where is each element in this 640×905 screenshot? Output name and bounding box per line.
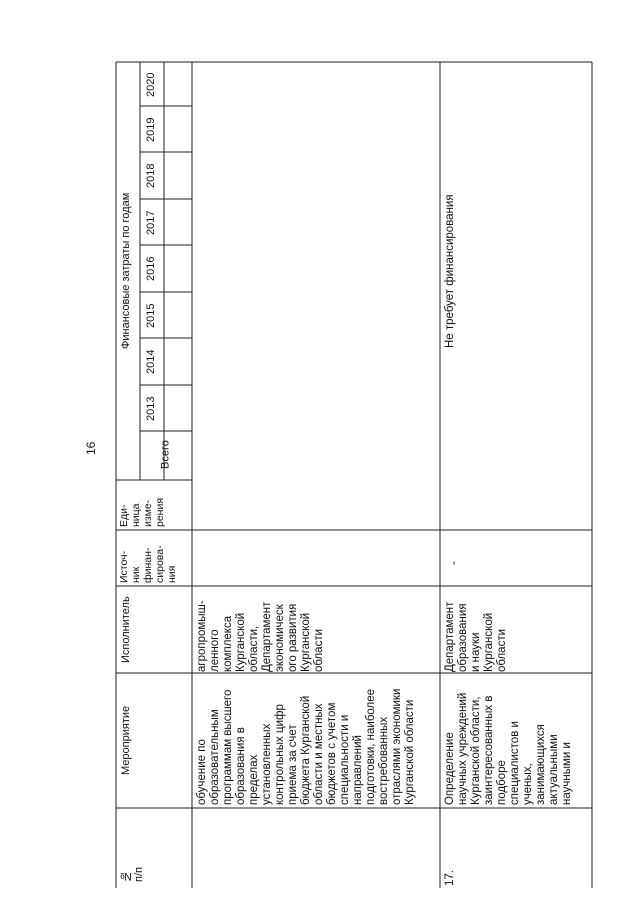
header-year-2015: 2015	[145, 303, 157, 329]
header-year-2020: 2020	[145, 72, 157, 98]
header-year-2019: 2019	[145, 117, 157, 143]
header-year-2016: 2016	[145, 256, 157, 282]
row2-num: 17.	[444, 870, 456, 886]
header-total: Всего	[159, 440, 172, 470]
row2-measure: Определение научных учреждений Курганской области, заинтересованных в подборе специалистов и ученых, занимающихся актуальными научными и	[444, 692, 573, 805]
header-year-2014: 2014	[145, 349, 157, 375]
row2-source: -	[448, 561, 460, 565]
header-measure: Мероприятие	[120, 705, 132, 776]
header-source: Источ- ник финан- сирова- ния	[118, 545, 178, 583]
page-number: 16	[84, 441, 98, 455]
header-executor: Исполнитель	[120, 596, 132, 664]
header-costs-title: Финансовые затраты по годам	[120, 192, 132, 350]
header-unit: Еди- ница изме- рения	[118, 497, 166, 527]
row1-measure: обучение по образовательным программам высшего образования в пределах установленных контрольных цифр приема за счет бюджета Курганской области и местных бюджетов с учетом специальности и направлений подготовки, наиболее востребованных отраслями экономики Курганской области	[196, 688, 416, 805]
header-year-2017: 2017	[145, 210, 157, 236]
row2-financing-note: Не требует финансирования	[444, 194, 456, 348]
row2-executor: Департамент образования и науки Курганской области	[444, 601, 508, 672]
row1-executor: агропромыш- ленного комплекса Курганской области, Департамент экономическ ого развития Курганской области	[196, 600, 325, 672]
header-year-2018: 2018	[145, 163, 157, 189]
header-num: № п/п	[120, 867, 145, 882]
header-year-2013: 2013	[145, 396, 157, 422]
